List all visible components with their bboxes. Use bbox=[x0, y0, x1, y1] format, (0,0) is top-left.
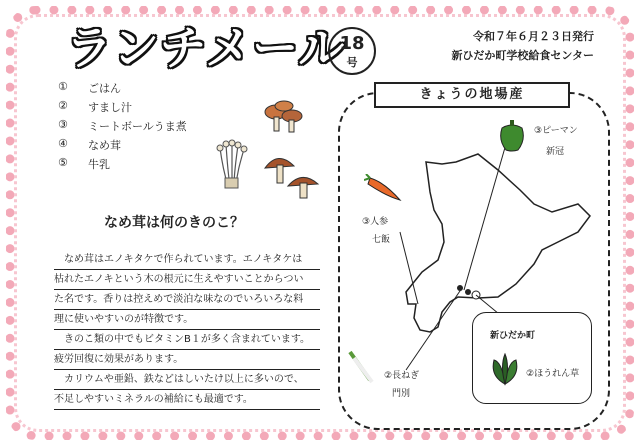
menu-item: ② すまし汁 bbox=[58, 99, 132, 114]
article-line: なめ茸はエノキタケで作られています。エノキタケは bbox=[54, 250, 320, 270]
local-produce-title: きょうの地場産 bbox=[374, 82, 570, 108]
spinach-icon bbox=[488, 352, 522, 386]
menu-item: ⑤ 牛乳 bbox=[58, 156, 110, 171]
issue-suffix: 号 bbox=[346, 56, 358, 69]
publisher: 新ひだか町学校給食センター bbox=[451, 49, 594, 62]
article-line: きのこ類の中でもビタミンB１が多く含まれています。 bbox=[54, 330, 320, 350]
menu-list bbox=[58, 80, 187, 175]
town-label: 新ひだか町 bbox=[490, 331, 536, 341]
article-line: 枯れたエノキという木の根元に生えやすいことからつい bbox=[54, 270, 320, 290]
newsletter-title: ランチメール bbox=[66, 21, 346, 75]
pepper-place: 新冠 bbox=[546, 147, 565, 157]
article-title: なめ茸は何のきのこ？ bbox=[104, 215, 244, 231]
carrot-icon bbox=[364, 174, 404, 204]
nameko-mushroom-icon bbox=[262, 98, 306, 136]
menu-item: ① ごはん bbox=[58, 80, 121, 95]
green-onion-label: ②長ねぎ bbox=[384, 371, 420, 381]
menu-item: ③ ミートボールうま煮 bbox=[58, 118, 187, 133]
green-pepper-icon bbox=[498, 120, 526, 152]
menu-item: ④ なめ茸 bbox=[58, 137, 121, 152]
enoki-mushroom-icon bbox=[212, 138, 250, 190]
issue-date: 令和７年６月２３日発行 bbox=[473, 30, 594, 43]
shiitake-mushroom-icon bbox=[262, 150, 322, 202]
issue-number: 18 bbox=[339, 33, 365, 54]
article-line: カリウムや亜鉛、鉄などはしいたけ以上に多いので、 bbox=[54, 370, 320, 390]
article-line: 理に使いやすいのが特徴です。 bbox=[54, 310, 320, 330]
green-onion-place: 門別 bbox=[392, 389, 411, 399]
carrot-place: 七飯 bbox=[372, 235, 391, 245]
article-line: 疲労回復に効果があります。 bbox=[54, 350, 320, 370]
spinach-label: ②ほうれん草 bbox=[526, 369, 580, 379]
pepper-label: ③ピーマン bbox=[534, 126, 578, 136]
green-onion-icon bbox=[348, 350, 376, 384]
carrot-label: ③人参 bbox=[362, 217, 389, 227]
issue-badge bbox=[328, 27, 376, 75]
article-line: た名です。香りは控えめで淡泊な味なのでいろいろな料 bbox=[54, 290, 320, 310]
article-body bbox=[54, 250, 320, 410]
article-line: 不足しやすいミネラルの補給にも最適です。 bbox=[54, 390, 320, 410]
